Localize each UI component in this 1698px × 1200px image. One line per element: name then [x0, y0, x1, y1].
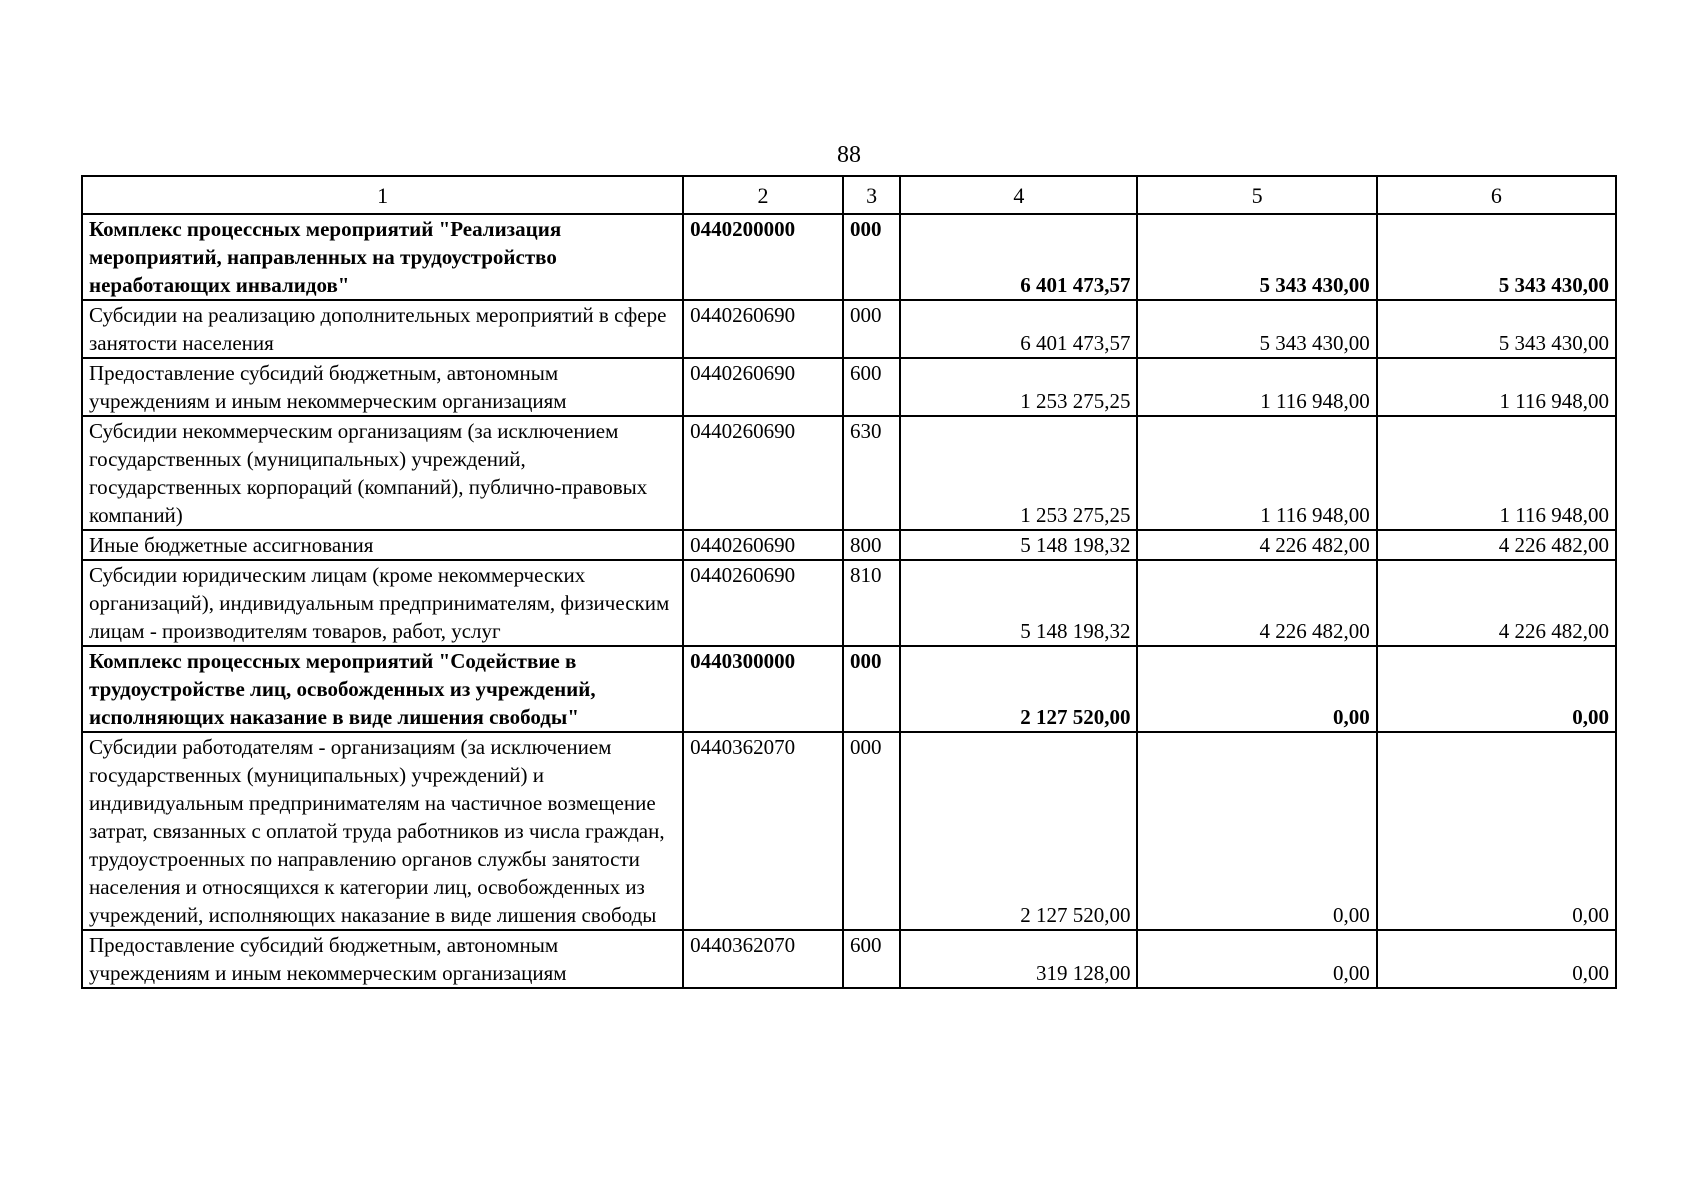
- column-header-5: 5: [1137, 176, 1376, 214]
- row-amount-col5: 0,00: [1137, 646, 1376, 732]
- row-amount-col5: 4 226 482,00: [1137, 560, 1376, 646]
- row-code: 0440300000: [683, 646, 843, 732]
- header-row: [82, 176, 1616, 214]
- row-amount-col4: 2 127 520,00: [900, 732, 1137, 930]
- row-name: Субсидии юридическим лицам (кроме некоммерческих организаций), индивидуальным предпринимателям, физическим лицам - производителям товаров, работ, услуг: [82, 560, 683, 646]
- row-name: Предоставление субсидий бюджетным, автономным учреждениям и иным некоммерческим организациям: [82, 930, 683, 988]
- table-row: [82, 530, 1616, 560]
- row-amount-col6: 4 226 482,00: [1377, 560, 1616, 646]
- row-amount-col5: 0,00: [1137, 732, 1376, 930]
- table-row: [82, 214, 1616, 300]
- table-row: [82, 416, 1616, 530]
- row-code: 0440362070: [683, 930, 843, 988]
- row-amount-col5: 5 343 430,00: [1137, 300, 1376, 358]
- row-expense-type: 000: [843, 214, 900, 300]
- column-header-2: 2: [683, 176, 843, 214]
- row-name: Субсидии некоммерческим организациям (за исключением государственных (муниципальных) учреждений, государственных корпораций (компаний), публично-правовых компаний): [82, 416, 683, 530]
- row-amount-col5: 4 226 482,00: [1137, 530, 1376, 560]
- row-code: 0440260690: [683, 416, 843, 530]
- row-name: Субсидии на реализацию дополнительных мероприятий в сфере занятости населения: [82, 300, 683, 358]
- row-code: 0440200000: [683, 214, 843, 300]
- row-code: 0440260690: [683, 358, 843, 416]
- row-amount-col4: 5 148 198,32: [900, 560, 1137, 646]
- row-amount-col6: 1 116 948,00: [1377, 358, 1616, 416]
- row-amount-col6: 0,00: [1377, 930, 1616, 988]
- row-expense-type: 000: [843, 646, 900, 732]
- row-amount-col4: 2 127 520,00: [900, 646, 1137, 732]
- row-amount-col6: 5 343 430,00: [1377, 214, 1616, 300]
- row-expense-type: 800: [843, 530, 900, 560]
- row-amount-col4: 1 253 275,25: [900, 358, 1137, 416]
- row-code: 0440260690: [683, 530, 843, 560]
- row-expense-type: 600: [843, 930, 900, 988]
- column-header-1: 1: [82, 176, 683, 214]
- row-amount-col6: 0,00: [1377, 646, 1616, 732]
- budget-table: [81, 175, 1617, 989]
- row-expense-type: 000: [843, 732, 900, 930]
- table-row: [82, 560, 1616, 646]
- row-code: 0440362070: [683, 732, 843, 930]
- row-amount-col5: 1 116 948,00: [1137, 358, 1376, 416]
- table-row: [82, 300, 1616, 358]
- row-expense-type: 810: [843, 560, 900, 646]
- row-amount-col5: 1 116 948,00: [1137, 416, 1376, 530]
- row-expense-type: 630: [843, 416, 900, 530]
- table-row: [82, 358, 1616, 416]
- row-name: Субсидии работодателям - организациям (за исключением государственных (муниципальных) учреждений) и индивидуальным предпринимателям на частичное возмещение затрат, связанных с оплатой труда работников из числа граждан, трудоустроенных по направлению органов службы занятости населения и относящихся к категории лиц, освобожденных из учреждений, исполняющих наказание в виде лишения свободы: [82, 732, 683, 930]
- row-name: Иные бюджетные ассигнования: [82, 530, 683, 560]
- row-amount-col4: 5 148 198,32: [900, 530, 1137, 560]
- row-code: 0440260690: [683, 300, 843, 358]
- table-row: [82, 930, 1616, 988]
- row-amount-col5: 0,00: [1137, 930, 1376, 988]
- row-amount-col5: 5 343 430,00: [1137, 214, 1376, 300]
- row-name: Предоставление субсидий бюджетным, автономным учреждениям и иным некоммерческим организациям: [82, 358, 683, 416]
- row-expense-type: 000: [843, 300, 900, 358]
- column-header-4: 4: [900, 176, 1137, 214]
- row-amount-col4: 1 253 275,25: [900, 416, 1137, 530]
- row-name: Комплекс процессных мероприятий "Содействие в трудоустройстве лиц, освобожденных из учреждений, исполняющих наказание в виде лишения свободы": [82, 646, 683, 732]
- row-amount-col6: 0,00: [1377, 732, 1616, 930]
- row-expense-type: 600: [843, 358, 900, 416]
- row-amount-col6: 5 343 430,00: [1377, 300, 1616, 358]
- row-name: Комплекс процессных мероприятий "Реализация мероприятий, направленных на трудоустройство неработающих инвалидов": [82, 214, 683, 300]
- table-row: [82, 732, 1616, 930]
- row-code: 0440260690: [683, 560, 843, 646]
- column-header-6: 6: [1377, 176, 1616, 214]
- row-amount-col4: 319 128,00: [900, 930, 1137, 988]
- table-row: [82, 646, 1616, 732]
- row-amount-col6: 4 226 482,00: [1377, 530, 1616, 560]
- page-number: 88: [837, 142, 861, 168]
- column-header-3: 3: [843, 176, 900, 214]
- row-amount-col4: 6 401 473,57: [900, 300, 1137, 358]
- row-amount-col4: 6 401 473,57: [900, 214, 1137, 300]
- row-amount-col6: 1 116 948,00: [1377, 416, 1616, 530]
